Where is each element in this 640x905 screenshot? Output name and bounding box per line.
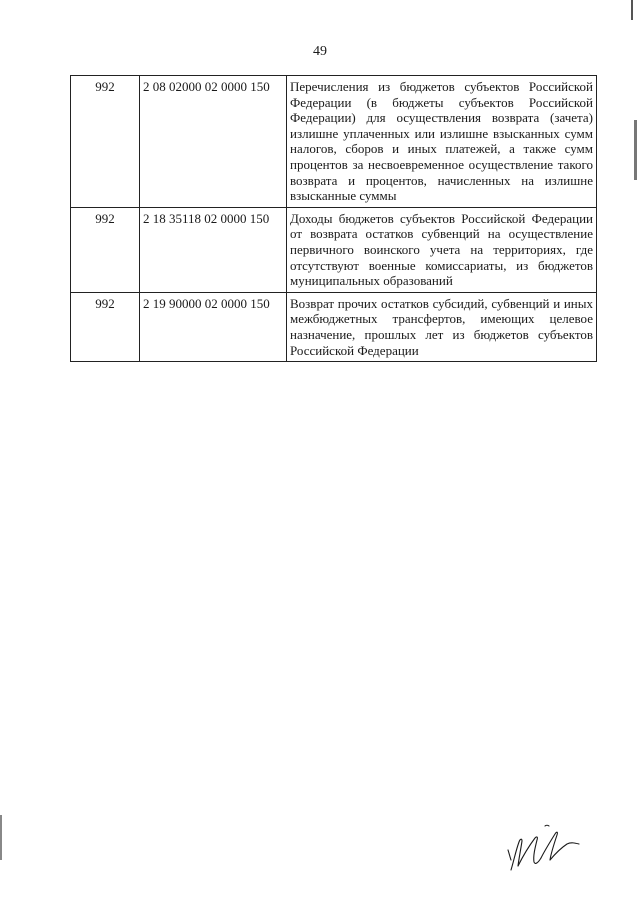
budget-classification-table [70,75,597,362]
admin-code-cell: 992 [71,292,140,361]
page-number: 49 [313,44,327,59]
scan-edge-mark [634,120,637,180]
scan-edge-mark [631,0,633,20]
handwritten-signature [505,820,585,875]
table-row [71,76,597,208]
table-row [71,207,597,292]
admin-code-cell: 992 [71,207,140,292]
scan-edge-mark [0,815,2,860]
budget-code-cell: 2 18 35118 02 0000 150 [140,207,287,292]
description-cell: Доходы бюджетов субъектов Российской Федерации от возврата остатков субвенций на осуществление первичного воинского учета на территориях, где отсутствуют военные комиссариаты, из бюджетов муниципальных образований [287,207,597,292]
budget-code-cell: 2 19 90000 02 0000 150 [140,292,287,361]
description-cell: Возврат прочих остатков субсидий, субвенций и иных межбюджетных трансфертов, имеющих целевое назначение, прошлых лет из бюджетов субъектов Российской Федерации [287,292,597,361]
description-cell: Перечисления из бюджетов субъектов Российской Федерации (в бюджеты субъектов Российской Федерации) для осуществления возврата (зачета) излишне уплаченных или излишне взысканных сумм налогов, сборов и иных платежей, а также сумм процентов за несвоевременное осуществление такого возврата и процентов, начисленных на излишне взысканные суммы [287,76,597,208]
table-row [71,292,597,361]
budget-code-cell: 2 08 02000 02 0000 150 [140,76,287,208]
admin-code-cell: 992 [71,76,140,208]
